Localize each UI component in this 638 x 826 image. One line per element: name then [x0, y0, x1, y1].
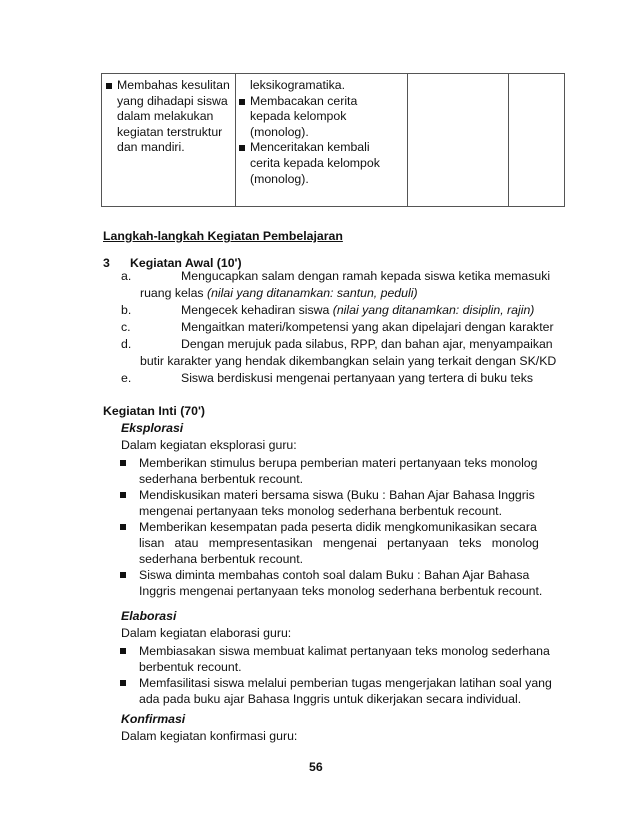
list-item: a. Mengucapkan salam dengan ramah kepada siswa ketika memasuki [121, 269, 551, 283]
activity-table [101, 73, 565, 207]
kegiatan-awal-number: 3 [103, 256, 110, 270]
bullet-square-icon [120, 492, 126, 498]
list-item: d. Dengan merujuk pada silabus, RPP, dan bahan ajar, menyampaikan [121, 337, 553, 351]
bullet-square-icon [120, 524, 126, 530]
elaborasi-heading: Elaborasi [121, 609, 177, 623]
eksplorasi-bullet: Memberikan kesempatan pada peserta didik mengkomunikasikan secara lisan atau mempresentasikan mengenai pertanyaan teks monolog sederhana berbentuk recount. [120, 519, 563, 567]
elaborasi-intro: Dalam kegiatan elaborasi guru: [121, 626, 292, 640]
konfirmasi-heading: Konfirmasi [121, 712, 186, 726]
page-number: 56 [309, 760, 323, 774]
table-cell-col2 [239, 78, 404, 187]
list-item: b. Mengecek kehadiran siswa (nilai yang ditanamkan: disiplin, rajin) [121, 303, 535, 317]
bullet-square-icon [239, 99, 245, 105]
konfirmasi-intro: Dalam kegiatan konfirmasi guru: [121, 729, 298, 743]
table-cell-col1 [106, 78, 236, 156]
eksplorasi-bullet: Siswa diminta membahas contoh soal dalam Buku : Bahan Ajar Bahasa Inggris mengenai pertanyaan teks monolog sederhana berbentuk recount. [120, 567, 563, 599]
bullet-square-icon [120, 680, 126, 686]
table-continuation-text: leksikogramatika. [250, 78, 345, 92]
list-item-continuation: ruang kelas (nilai yang ditanamkan: santun, peduli) [140, 286, 418, 300]
eksplorasi-heading: Eksplorasi [121, 421, 184, 435]
bullet-square-icon [120, 648, 126, 654]
table-bullet-item: Membahas kesulitan yang dihadapi siswa dalam melakukan kegiatan terstruktur dan mandiri. [106, 78, 236, 156]
eksplorasi-bullet: Mendiskusikan materi bersama siswa (Buku : Bahan Ajar Bahasa Inggris mengenai pertanyaan teks monolog sederhana berbentuk recount. [120, 487, 563, 519]
kegiatan-awal-title: Kegiatan Awal (10') [130, 256, 242, 270]
bullet-square-icon [120, 572, 126, 578]
section-title: Langkah-langkah Kegiatan Pembelajaran [103, 229, 343, 243]
bullet-square-icon [120, 460, 126, 466]
bullet-square-icon [106, 83, 112, 89]
table-divider [508, 74, 509, 206]
elaborasi-bullet: Membiasakan siswa membuat kalimat pertanyaan teks monolog sederhana berbentuk recount. [120, 643, 563, 675]
kegiatan-awal-list [121, 268, 571, 387]
bullet-square-icon [239, 145, 245, 151]
table-bullet-item: Menceritakan kembali cerita kepada kelompok (monolog). [239, 140, 404, 187]
list-item-continuation: butir karakter yang hendak dikembangkan selain yang terkait dengan SK/KD [140, 354, 557, 368]
kegiatan-inti-title: Kegiatan Inti (70') [103, 404, 205, 418]
eksplorasi-bullet: Memberikan stimulus berupa pemberian materi pertanyaan teks monolog sederhana berbentuk recount. [120, 455, 563, 487]
elaborasi-bullet: Memfasilitasi siswa melalui pemberian tugas mengerjakan latihan soal yang ada pada buku ajar Bahasa Inggris untuk dikerjakan secara individual. [120, 675, 563, 707]
eksplorasi-intro: Dalam kegiatan eksplorasi guru: [121, 438, 297, 452]
table-divider [407, 74, 408, 206]
list-item: e. Siswa berdiskusi mengenai pertanyaan yang tertera di buku teks [121, 371, 534, 385]
list-item: c. Mengaitkan materi/kompetensi yang akan dipelajari dengan karakter [121, 320, 554, 334]
table-bullet-item: Membacakan cerita kepada kelompok (monolog). [239, 94, 404, 141]
